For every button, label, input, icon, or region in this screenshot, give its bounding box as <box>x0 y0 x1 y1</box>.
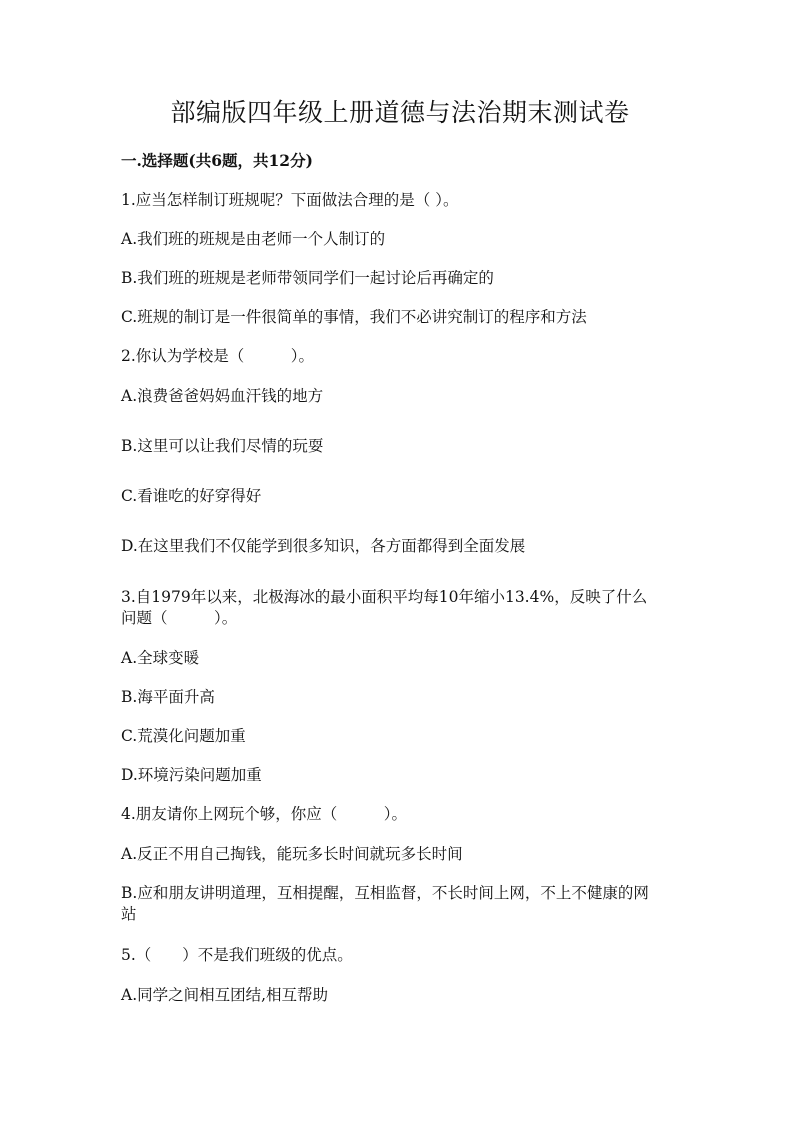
question-5-stem: 5.（ ）不是我们班级的优点。 <box>121 946 353 964</box>
question-3-option-c: C.荒漠化问题加重 <box>121 727 246 745</box>
question-2-stem: 2.你认为学校是（ ）。 <box>121 347 315 365</box>
question-4-option-a: A.反正不用自己掏钱，能玩多长时间就玩多长时间 <box>121 845 463 863</box>
question-3-stem-line-2: 问题（ ）。 <box>121 609 238 627</box>
question-3-option-a: A.全球变暖 <box>121 649 200 667</box>
question-4-stem: 4.朋友请你上网玩个够，你应（ ）。 <box>121 805 408 823</box>
question-2-option-a: A.浪费爸爸妈妈血汗钱的地方 <box>121 387 324 405</box>
question-3-option-d: D.环境污染问题加重 <box>121 766 262 784</box>
question-2-option-c: C.看谁吃的好穿得好 <box>121 487 262 505</box>
question-1-option-b: B.我们班的班规是老师带领同学们一起讨论后再确定的 <box>121 269 494 287</box>
exam-title: 部编版四年级上册道德与法治期末测试卷 <box>170 98 630 127</box>
question-3-option-b: B.海平面升高 <box>121 688 215 706</box>
question-1-option-a: A.我们班的班规是由老师一个人制订的 <box>121 230 386 248</box>
question-5-option-a: A.同学之间相互团结,相互帮助 <box>121 986 329 1004</box>
question-2-option-b: B.这里可以让我们尽情的玩耍 <box>121 437 324 455</box>
question-4-option-b-line-1: B.应和朋友讲明道理，互相提醒，互相监督，不长时间上网，不上不健康的网 <box>121 884 649 902</box>
question-2-option-d: D.在这里我们不仅能学到很多知识，各方面都得到全面发展 <box>121 537 526 555</box>
question-4-option-b-line-2: 站 <box>121 905 137 923</box>
section-heading: 一.选择题(共6题，共12分) <box>121 151 313 170</box>
question-1-option-c: C.班规的制订是一件很简单的事情，我们不必讲究制订的程序和方法 <box>121 308 587 326</box>
question-1-stem: 1.应当怎样制订班规呢？下面做法合理的是（ ）。 <box>121 191 459 209</box>
question-3-stem-line-1: 3.自1979年以来，北极海冰的最小面积平均每10年缩小13.4%，反映了什么 <box>121 588 648 606</box>
